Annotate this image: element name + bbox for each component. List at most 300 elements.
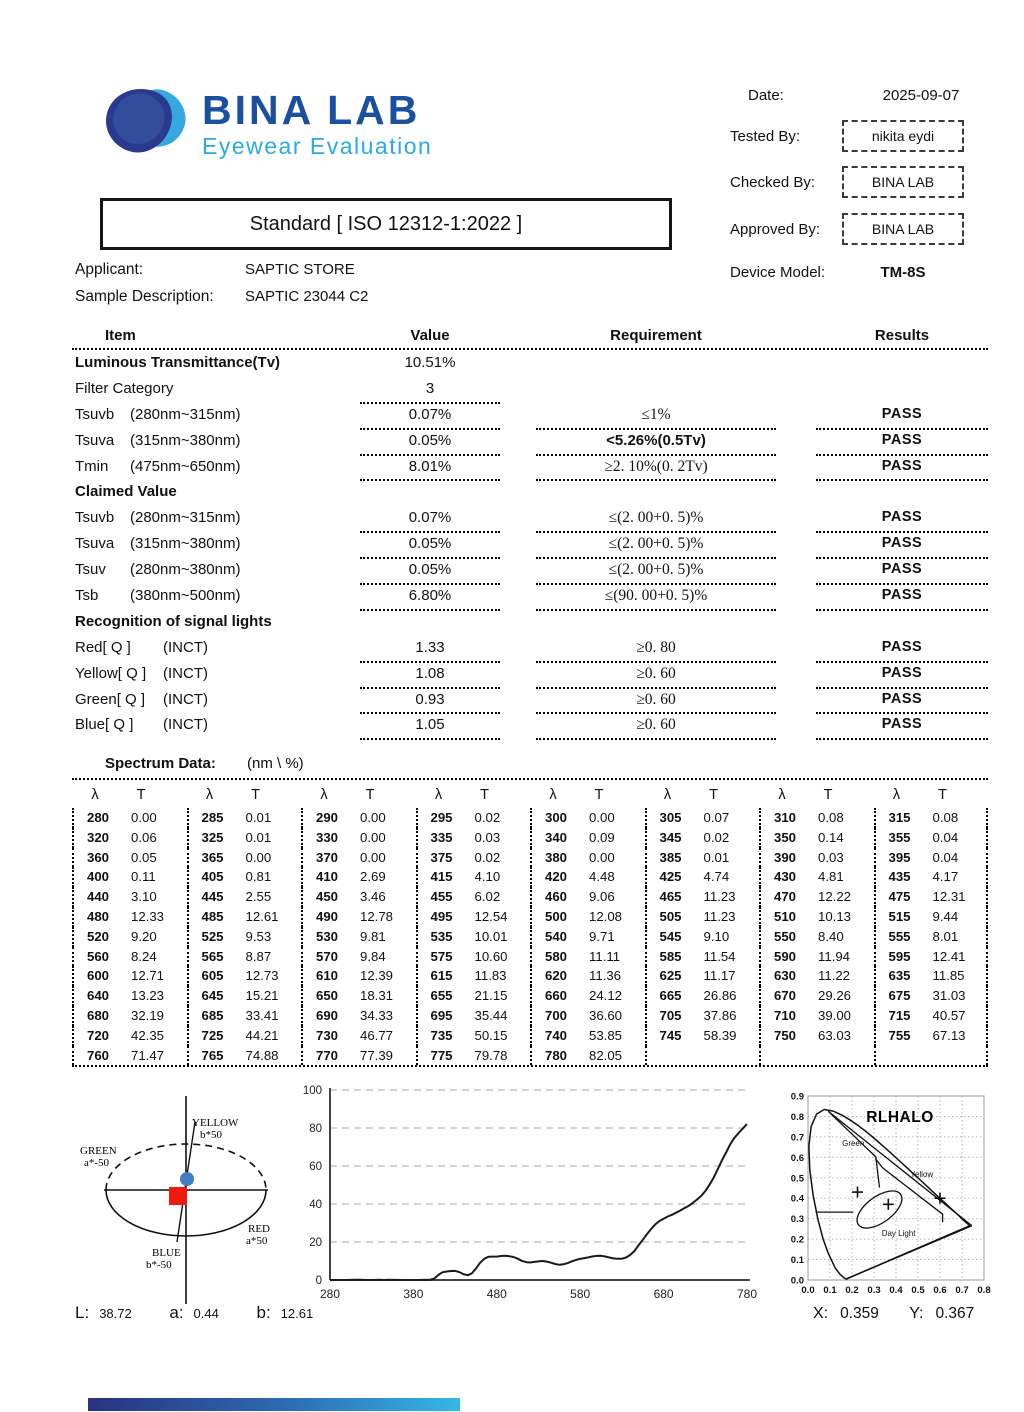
transmittance-value: 0.00 [360, 829, 386, 845]
lambda-value: 625 [659, 968, 682, 984]
value-cell: 1.08 [360, 661, 500, 689]
spacer [500, 661, 536, 689]
transmittance-header: T [594, 787, 604, 803]
transmittance-value: 10.13 [818, 908, 852, 924]
transmittance-value: 0.08 [932, 810, 959, 825]
transmittance-value: 0.11 [131, 869, 156, 885]
result-cell: PASS [816, 454, 988, 482]
lambda-value: 360 [87, 849, 110, 865]
transmittance-value: 82.05 [589, 1047, 623, 1063]
transmittance-value: 0.00 [589, 849, 615, 865]
spectrum-cell [416, 887, 531, 907]
spectrum-cell [301, 887, 416, 907]
lambda-value: 545 [659, 928, 682, 944]
lambda-value: 390 [774, 849, 797, 865]
transmittance-value: 4.48 [589, 869, 615, 885]
lambda-value: 725 [201, 1027, 224, 1043]
lambda-value: 685 [201, 1007, 224, 1023]
x-tick-label: 0.2 [845, 1285, 859, 1296]
spectrum-cell [72, 1026, 187, 1046]
lambda-value: 715 [888, 1007, 911, 1023]
spectrum-cell [874, 947, 989, 967]
item-cell [72, 428, 360, 456]
brand-logo [98, 84, 432, 168]
lambda-value: 595 [888, 948, 911, 964]
spectrum-cell [72, 848, 187, 868]
lambda-value: 375 [430, 849, 453, 865]
checked-by-field: BINA LAB [842, 166, 964, 198]
spectrum-cell [645, 1006, 760, 1026]
spectrum-cell [301, 947, 416, 967]
transmittance-value: 40.57 [932, 1007, 966, 1023]
standard-title-box [100, 198, 672, 250]
spectrum-header-cell [874, 783, 989, 808]
spectrum-header-cell [759, 783, 874, 808]
b-label: b: [256, 1303, 271, 1322]
spectrum-cell [72, 1006, 187, 1026]
lambda-value: 585 [659, 948, 682, 964]
label-yellow-axis: YELLOW [192, 1117, 239, 1129]
transmittance-value: 39.00 [818, 1007, 852, 1023]
spectrum-cell [187, 1046, 302, 1066]
lambda-value: 470 [774, 889, 797, 905]
y-tick-label: 0.9 [790, 1091, 804, 1103]
item-range: (INCT) [163, 690, 208, 708]
y-tick-label: 40 [309, 1199, 322, 1211]
lambda-value: 505 [659, 908, 682, 924]
sample-label: Sample Description: [75, 288, 214, 305]
a-value: 0.44 [193, 1306, 219, 1321]
reference-point-marker [180, 1172, 194, 1186]
lambda-value: 530 [316, 928, 339, 944]
lambda-value: 450 [316, 889, 339, 905]
L-label: L: [75, 1303, 90, 1322]
spectrum-cell [874, 1006, 989, 1026]
Y-value: 0.367 [935, 1305, 975, 1322]
transmittance-header: T [938, 787, 947, 803]
x-tick-label: 0.5 [911, 1285, 925, 1296]
requirement-cell: ≤(2. 00+0. 5)% [536, 505, 776, 533]
sample-row [75, 288, 369, 306]
spectrum-cell [645, 887, 760, 907]
approved-by-label: Approved By: [730, 220, 821, 238]
transmittance-value: 9.44 [932, 908, 959, 924]
spectrum-cell [72, 947, 187, 967]
transmittance-value: 0.02 [703, 829, 730, 845]
item-name: Tsb [75, 587, 99, 605]
lambda-value: 675 [888, 988, 911, 1004]
spectrum-row [72, 808, 988, 828]
lambda-value: 775 [430, 1047, 453, 1063]
item-cell [72, 402, 360, 430]
spacer [500, 376, 536, 404]
transmittance-value: 12.22 [818, 889, 852, 905]
spectrum-cell [530, 1026, 645, 1046]
x-tick-label: 0.0 [801, 1285, 815, 1296]
item-cell [72, 531, 360, 559]
transmittance-value: 0.07 [703, 810, 730, 825]
spectrum-cell [874, 966, 989, 986]
checked-by-label: Checked By: [730, 173, 816, 191]
results-row [72, 583, 988, 609]
spectrum-cell [645, 1026, 760, 1046]
transmittance-value: 12.54 [474, 908, 508, 924]
transmittance-value: 4.17 [932, 869, 959, 885]
results-row [72, 376, 988, 402]
transmittance-value: 0.00 [245, 849, 272, 865]
spectrum-cell [72, 867, 187, 887]
transmittance-value: 12.08 [589, 908, 623, 924]
x-tick-label: 780 [736, 1287, 758, 1301]
col-header-item: Item [105, 327, 136, 344]
lambda-value: 655 [430, 988, 453, 1004]
spectrum-cell [72, 808, 187, 828]
lambda-value: 580 [545, 948, 568, 964]
spectrum-unit-note: (nm \ %) [247, 755, 304, 772]
spectrum-cell [874, 808, 989, 828]
spectrum-cell [416, 966, 531, 986]
spectrum-cell [530, 1006, 645, 1026]
requirement-cell: ≥2. 10%(0. 2Tv) [536, 454, 776, 482]
transmittance-value: 37.86 [703, 1007, 737, 1023]
lab-values [75, 1303, 347, 1323]
spacer [776, 661, 816, 689]
transmittance-value: 77.39 [360, 1047, 394, 1063]
spectrum-cell [416, 808, 531, 828]
spacer [776, 428, 816, 456]
y-tick-label: 60 [309, 1161, 322, 1173]
spectrum-cell [416, 1026, 531, 1046]
transmittance-value: 0.09 [589, 829, 615, 845]
results-section-row [72, 479, 988, 505]
item-range: (INCT) [163, 638, 208, 656]
transmittance-value: 0.04 [932, 829, 959, 845]
spectrum-cell [645, 867, 760, 887]
spacer [500, 454, 536, 482]
spacer [776, 687, 816, 715]
spectrum-cell [759, 1046, 874, 1066]
y-tick-label: 20 [309, 1237, 322, 1249]
transmittance-value: 15.21 [245, 988, 279, 1004]
item-range: (315nm~380nm) [130, 535, 241, 553]
spacer [776, 635, 816, 663]
item-cell [72, 376, 360, 404]
transmittance-value: 2.69 [360, 869, 386, 885]
lambda-value: 330 [316, 829, 339, 845]
spacer [500, 505, 536, 533]
lambda-value: 445 [201, 889, 224, 905]
item-name: Tsuva [75, 431, 115, 449]
result-cell [816, 350, 988, 376]
spacer [776, 531, 816, 559]
value-cell: 10.51% [404, 354, 456, 371]
results-row [72, 635, 988, 661]
spectrum-cell [301, 966, 416, 986]
value-cell: 0.05% [360, 557, 500, 585]
x-tick-label: 0.3 [867, 1285, 881, 1296]
y-tick-label: 0.8 [790, 1111, 804, 1123]
spectrum-cell [759, 986, 874, 1006]
section-title: Claimed Value [75, 483, 177, 501]
lambda-value: 710 [774, 1007, 797, 1023]
spectrum-title: Spectrum Data: [105, 755, 216, 772]
lambda-value: 590 [774, 948, 797, 964]
lambda-value: 600 [87, 968, 110, 984]
spectrum-row [72, 1026, 988, 1046]
value-cell: 1.05 [360, 712, 500, 740]
lambda-value: 665 [659, 988, 682, 1004]
spectrum-cell [530, 848, 645, 868]
transmittance-value: 10.60 [474, 948, 508, 964]
spectrum-cell [759, 828, 874, 848]
lambda-value: 500 [545, 908, 568, 924]
transmittance-value: 18.31 [360, 988, 394, 1004]
spectrum-header-row [72, 783, 988, 808]
lambda-value: 640 [87, 988, 110, 1004]
y-tick-label: 0.2 [790, 1234, 804, 1246]
transmittance-value: 9.71 [589, 928, 615, 944]
spectrum-cell [72, 966, 187, 986]
transmittance-value: 6.02 [474, 889, 501, 905]
spacer [776, 583, 816, 611]
transmittance-value: 53.85 [589, 1027, 623, 1043]
region-boundary-line [828, 1111, 972, 1226]
lambda-value: 415 [430, 869, 453, 885]
lambda-value: 465 [659, 889, 682, 905]
lambda-value: 555 [888, 928, 911, 944]
date-row [730, 80, 982, 110]
lambda-value: 770 [316, 1047, 339, 1063]
transmittance-value: 0.04 [932, 849, 959, 865]
y-tick-label: 0.1 [790, 1255, 804, 1267]
y-tick-label: 0.6 [790, 1152, 804, 1164]
transmittance-value: 4.10 [474, 869, 501, 885]
lambda-value: 735 [430, 1027, 453, 1043]
spacer [500, 712, 536, 740]
spectrum-cell [645, 848, 760, 868]
spacer [776, 712, 816, 740]
spacer [776, 454, 816, 482]
value-cell: 8.01% [360, 454, 500, 482]
spectrum-cell [72, 828, 187, 848]
lambda-value: 630 [774, 968, 797, 984]
spectrum-row [72, 848, 988, 868]
spectrum-cell [301, 927, 416, 947]
spacer [500, 557, 536, 585]
transmittance-value: 8.01 [932, 928, 959, 944]
item-cell [72, 712, 360, 740]
transmittance-value: 0.00 [589, 810, 615, 825]
b-value: 12.61 [280, 1306, 314, 1321]
spectrum-cell [72, 927, 187, 947]
transmittance-value: 11.17 [703, 968, 736, 984]
spectrum-cell [416, 1006, 531, 1026]
spectrum-curve [330, 1124, 747, 1280]
item-name: Yellow[ Q ] [75, 664, 147, 682]
spectrum-cell [874, 1026, 989, 1046]
label-blue-value: b*-50 [146, 1259, 172, 1271]
lambda-value: 680 [87, 1007, 110, 1023]
X-label: X: [813, 1305, 829, 1322]
lambda-value: 490 [316, 908, 339, 924]
results-table-body [72, 350, 988, 738]
spacer [500, 583, 536, 611]
transmittance-value: 12.31 [932, 889, 966, 905]
requirement-cell [536, 350, 776, 376]
label-red-value: a*50 [246, 1235, 268, 1247]
spectrum-row [72, 887, 988, 907]
lambda-value: 345 [659, 829, 682, 845]
requirement-cell: ≥0. 60 [536, 661, 776, 689]
spectrum-cell [645, 927, 760, 947]
y-tick-label: 0.7 [790, 1132, 804, 1144]
lambda-value: 510 [774, 908, 797, 924]
lambda-header: λ [663, 787, 672, 803]
transmittance-value: 44.21 [245, 1027, 279, 1043]
lambda-value: 535 [430, 928, 453, 944]
transmittance-value: 0.02 [474, 810, 501, 825]
tested-by-row [730, 121, 964, 151]
value-cell: 0.05% [360, 531, 500, 559]
spectrum-row [72, 1046, 988, 1066]
transmittance-value: 26.86 [703, 988, 737, 1004]
spacer [500, 687, 536, 715]
spectrum-cell [645, 907, 760, 927]
lambda-value: 475 [888, 889, 911, 905]
spectrum-cell [301, 1026, 416, 1046]
transmittance-value: 0.01 [703, 849, 730, 865]
lambda-value: 750 [774, 1027, 797, 1043]
lambda-value: 495 [430, 908, 453, 924]
label-yellow-value: b*50 [200, 1129, 222, 1141]
lambda-value: 745 [659, 1027, 682, 1043]
spectrum-header-cell [416, 783, 531, 808]
transmittance-value: 32.19 [131, 1007, 165, 1023]
lambda-value: 455 [430, 889, 453, 905]
spectrum-cell [416, 927, 531, 947]
x-tick-label: 0.6 [933, 1285, 947, 1296]
transmittance-value: 34.33 [360, 1007, 394, 1023]
requirement-cell: ≤(2. 00+0. 5)% [536, 557, 776, 585]
lambda-value: 650 [316, 988, 339, 1004]
item-name: Tsuvb [75, 405, 115, 423]
transmittance-value: 11.85 [932, 968, 965, 984]
results-row [72, 557, 988, 583]
requirement-cell: ≤1% [536, 402, 776, 430]
spacer [776, 350, 816, 376]
lambda-value: 560 [87, 948, 110, 964]
results-row [72, 454, 988, 480]
transmittance-value: 71.47 [131, 1047, 165, 1063]
item-range: (280nm~315nm) [130, 405, 241, 423]
spectrum-header-cell [301, 783, 416, 808]
spectrum-cell [645, 828, 760, 848]
item-range: (475nm~650nm) [130, 457, 241, 475]
transmittance-header: T [823, 787, 833, 803]
item-cell [72, 557, 360, 585]
lambda-value: 760 [87, 1047, 110, 1063]
date-value: 2025-09-07 [882, 86, 960, 104]
spectrum-cell [874, 986, 989, 1006]
item-cell [72, 635, 360, 663]
item-range: (380nm~500nm) [130, 587, 241, 605]
transmittance-value: 13.23 [131, 988, 165, 1004]
requirement-cell: ≤(2. 00+0. 5)% [536, 531, 776, 559]
spectrum-cell [301, 848, 416, 868]
lambda-header: λ [91, 787, 99, 803]
lambda-value: 300 [545, 810, 568, 825]
spectrum-cell [301, 867, 416, 887]
transmittance-value: 74.88 [245, 1047, 279, 1063]
lambda-value: 575 [430, 948, 453, 964]
result-cell: PASS [816, 712, 988, 740]
lambda-value: 700 [545, 1007, 568, 1023]
lambda-value: 525 [201, 928, 224, 944]
spectrum-table [72, 783, 988, 1067]
transmittance-value: 33.41 [245, 1007, 279, 1023]
spectrum-cell [645, 1046, 760, 1066]
chart-title: RLHALO [866, 1109, 934, 1126]
value-cell: 1.33 [360, 635, 500, 663]
transmittance-value: 11.23 [703, 908, 736, 924]
label-green-axis: GREEN [80, 1145, 117, 1157]
spectrum-cell [530, 907, 645, 927]
lambda-value: 540 [545, 928, 568, 944]
spectrum-cell [874, 848, 989, 868]
requirement-cell: ≤(90. 00+0. 5)% [536, 583, 776, 611]
lambda-header: λ [549, 787, 557, 803]
spectrum-cell [301, 828, 416, 848]
spectrum-cell [759, 947, 874, 967]
spectrum-row [72, 986, 988, 1006]
transmittance-value: 9.84 [360, 948, 386, 964]
lambda-value: 705 [659, 1007, 682, 1023]
sample-value: SAPTIC 23044 C2 [245, 288, 369, 305]
item-cell [72, 350, 360, 376]
spectrum-header-cell [530, 783, 645, 808]
result-cell: PASS [816, 661, 988, 689]
transmittance-header: T [251, 787, 260, 803]
footer-accent-bar [88, 1398, 460, 1411]
Y-label: Y: [909, 1305, 924, 1322]
transmittance-value: 11.23 [703, 889, 736, 905]
item-name: Tsuva [75, 535, 115, 553]
lambda-value: 350 [774, 829, 797, 845]
transmittance-header: T [365, 787, 375, 803]
transmittance-value: 0.03 [818, 849, 844, 865]
spectrum-cell [874, 867, 989, 887]
chromaticity-diagram [780, 1082, 1015, 1312]
transmittance-value: 31.03 [932, 988, 966, 1004]
spectrum-cell [187, 986, 302, 1006]
spectrum-cell [645, 966, 760, 986]
item-name: Blue[ Q ] [75, 716, 134, 734]
spectrum-cell [530, 986, 645, 1006]
lambda-value: 305 [659, 810, 682, 825]
item-name: Red[ Q ] [75, 638, 131, 656]
lambda-value: 380 [545, 849, 568, 865]
lambda-value: 365 [201, 849, 224, 865]
result-cell: PASS [816, 635, 988, 663]
spectrum-cell [301, 808, 416, 828]
transmittance-value: 12.61 [245, 908, 279, 924]
col-header-requirement: Requirement [610, 327, 702, 344]
spectrum-row [72, 828, 988, 848]
lambda-value: 730 [316, 1027, 339, 1043]
x-tick-label: 280 [319, 1287, 341, 1301]
spectral-transmittance-chart [292, 1080, 770, 1315]
spectrum-cell [645, 986, 760, 1006]
